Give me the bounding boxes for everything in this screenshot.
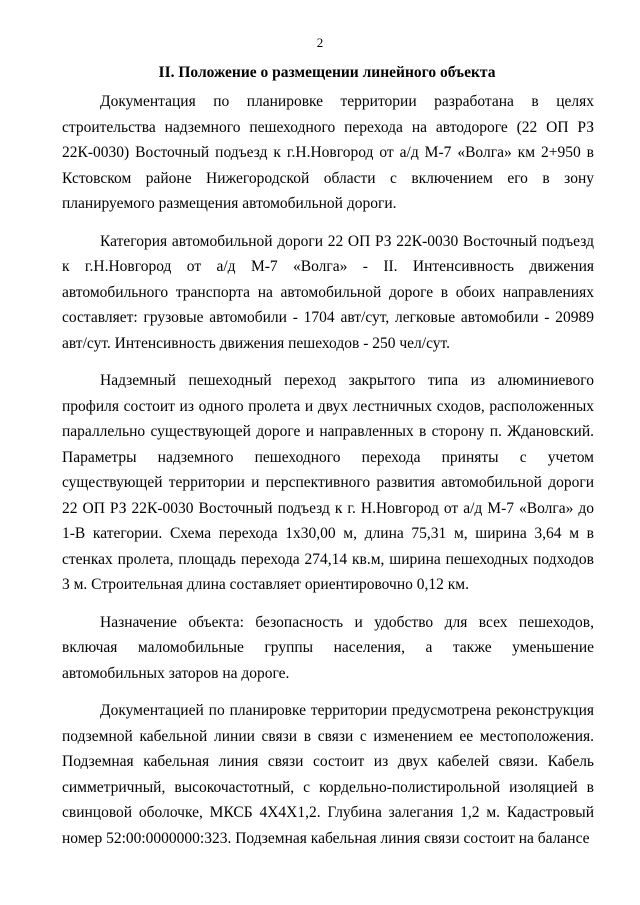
page-number: 2 — [316, 35, 324, 50]
paragraph-purpose: Документация по планировке территории разработана в целях строительства надземного пешеходного перехода на автодороге (22 ОП РЗ 22К-0030) Восточный подъезд к г.Н.Новгород от а/д М-7 «Волга» км 2+950 в Кстовском районе Нижегородской области с включением его в зону планируемого размещения автомобильной дороги. — [62, 93, 594, 212]
paragraph-crossing-parameters: Надземный пешеходный переход закрытого типа из алюминиевого профиля состоит из одного пролета и двух лестничных сходов, расположенных параллельно существующей дороге и направленных в сторону п. Ждановский. Параметры надземного пешеходного перехода приняты с учетом существующей территории и перспективного развития автомобильной дороги 22 ОП РЗ 22К-0030 Восточный подъезд к г. Н.Новгород от а/д М-7 «Волга» до 1-В категории. Схема перехода 1х30,00 м, длина 75,31 м, ширина 3,64 м в стенках пролета, площадь перехода 274,14 кв.м, ширина пешеходных подходов 3 м. Строительная длина составляет ориентировочно 0,12 км. — [62, 372, 594, 593]
paragraph-road-category: Категория автомобильной дороги 22 ОП РЗ 22К-0030 Восточный подъезд к г.Н.Новгород от а/д М-7 «Волга» - II. Интенсивность движения автомобильного транспорта на автомобильной дороге в обоих направлениях составляет: грузовые автомобили - 1704 авт/сут, легковые автомобили - 20989 авт/сут. Интенсивность движения пешеходов - 250 чел/сут. — [62, 232, 594, 352]
section-heading: II. Положение о размещении линейного объекта — [158, 64, 496, 81]
document-body — [62, 89, 594, 863]
paragraph-cable-reconstruction: Документацией по планировке территории предусмотрена реконструкция подземной кабельной линии связи в связи с изменением ее местоположения. Подземная кабельная линия связи состоит из двух кабелей связи. Кабель симметричный, высокочастотный, с кордельно-полистирольной изоляцией в свинцовой оболочке, МКСБ 4Х4Х1,2. Глубина залегания 1,2 м. Кадастровый номер 52:00:0000000:323. Подземная кабельная линия связи состоит на балансе — [62, 702, 594, 847]
paragraph-object-purpose: Назначение объекта: безопасность и удобство для всех пешеходов, включая маломобильные группы населения, а также уменьшение автомобильных заторов на дороге. — [62, 613, 594, 682]
